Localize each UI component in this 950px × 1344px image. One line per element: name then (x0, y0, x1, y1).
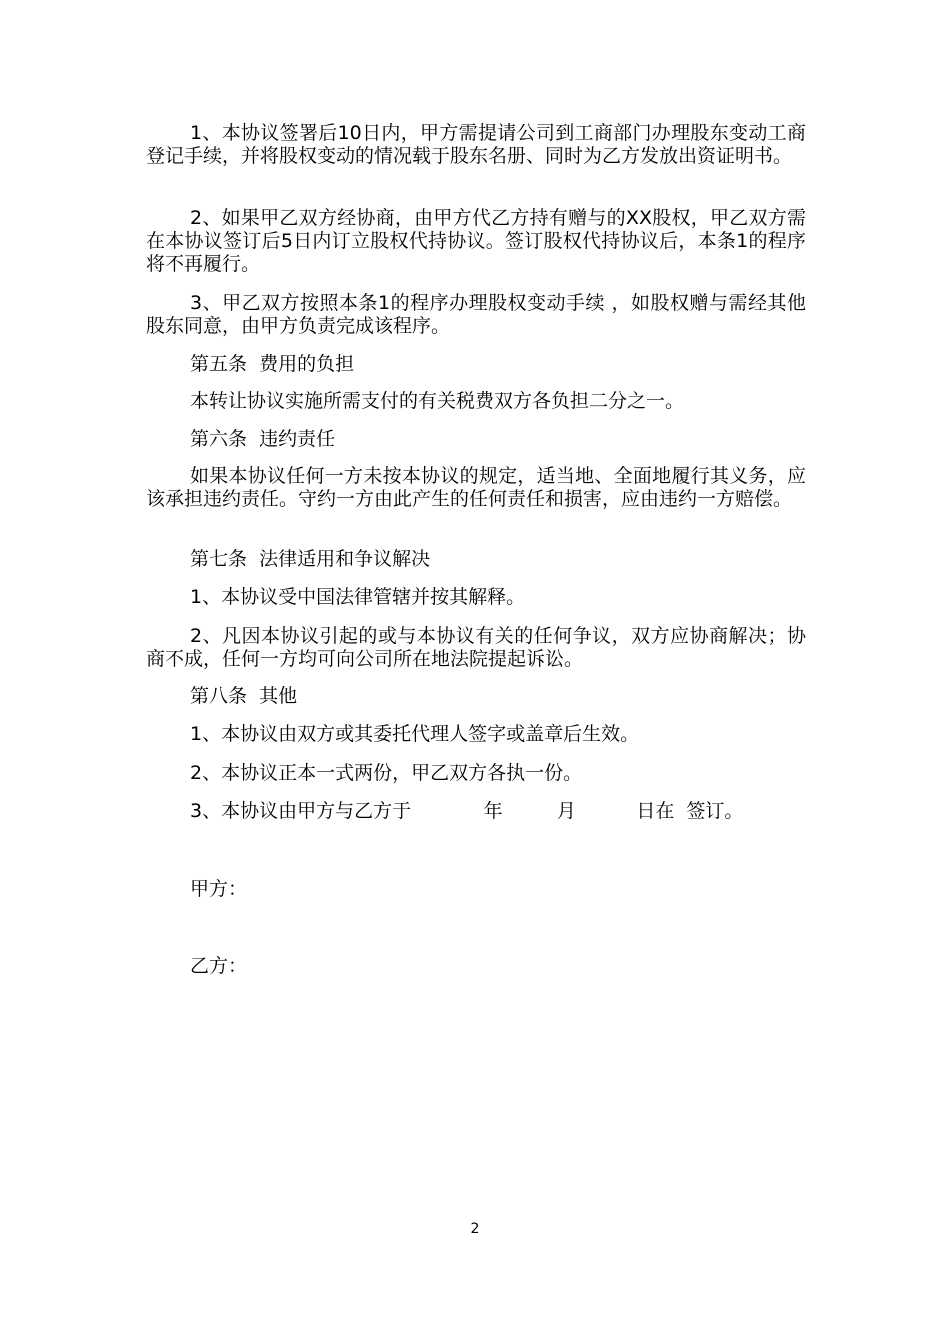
clause-7-item-1: 1、本协议受中国法律管辖并按其解释。 (190, 586, 526, 608)
page-number: 2 (470, 1221, 480, 1237)
clause-5-body: 本转让协议实施所需支付的有关税费双方各负担二分之一。 (190, 390, 685, 412)
party-a-signature-label: 甲方： (190, 878, 248, 900)
clause-8-item-3: 3、本协议由甲方与乙方于 年 月 日在 签订。 (190, 800, 744, 822)
clause-7-item-2: 2、凡因本协议引起的或与本协议有关的任何争议，双方应协商解决；协商不成，任何一方均可向公司所在地法院提起诉讼。 (146, 625, 806, 670)
clause-6-heading: 第六条 违约责任 (190, 428, 336, 450)
clause-8-item-2: 2、本协议正本一式两份，甲乙双方各执一份。 (190, 762, 583, 784)
clause-4-item-1: 1、本协议签署后10日内，甲方需提请公司到工商部门办理股东变动工商登记手续，并将股权变动的情况载于股东名册、同时为乙方发放出资证明书。 (146, 122, 806, 167)
clause-8-heading: 第八条 其他 (190, 685, 298, 707)
clause-6-body: 如果本协议任何一方未按本协议的规定，适当地、全面地履行其义务，应该承担违约责任。守约一方由此产生的任何责任和损害，应由违约一方赔偿。 (146, 465, 806, 510)
clause-5-heading: 第五条 费用的负担 (190, 353, 355, 375)
party-b-signature-label: 乙方： (190, 955, 248, 977)
clause-4-item-3: 3、甲乙双方按照本条1的程序办理股权变动手续 ，如股权赠与需经其他股东同意，由甲方负责完成该程序。 (146, 292, 806, 337)
clause-7-heading: 第七条 法律适用和争议解决 (190, 548, 431, 570)
clause-8-item-1: 1、本协议由双方或其委托代理人签字或盖章后生效。 (190, 723, 640, 745)
clause-4-item-2: 2、如果甲乙双方经协商，由甲方代乙方持有赠与的XX股权，甲乙双方需在本协议签订后5日内订立股权代持协议。签订股权代持协议后，本条1的程序将不再履行。 (146, 207, 806, 275)
